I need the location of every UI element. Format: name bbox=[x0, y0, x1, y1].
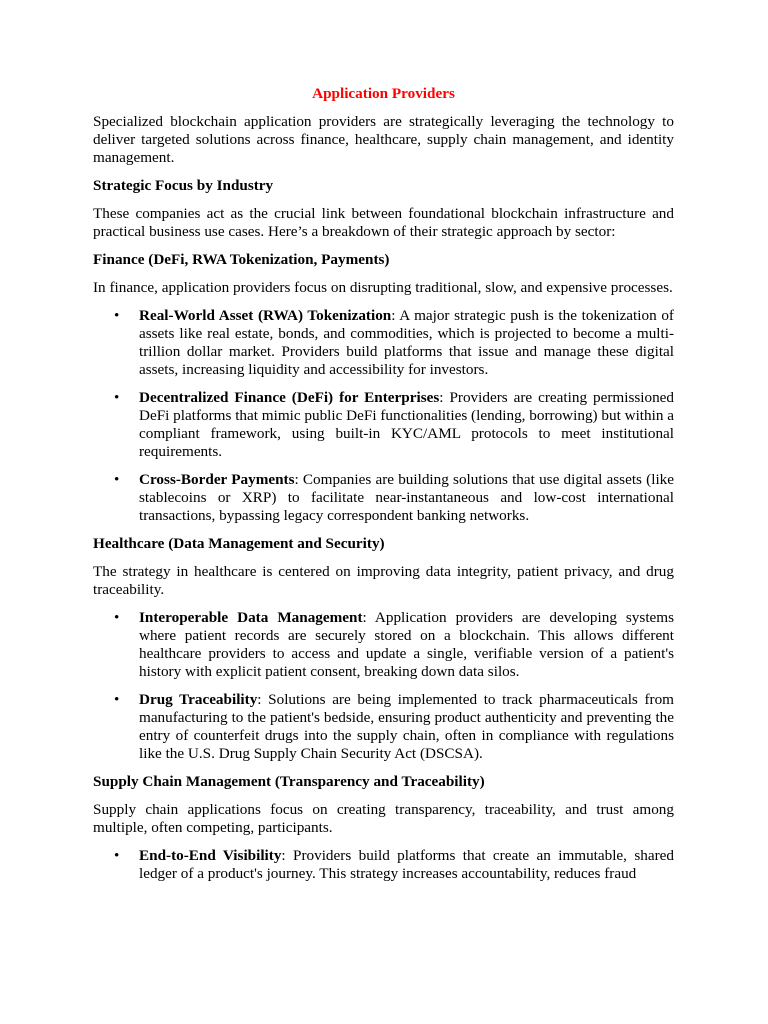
finance-list bbox=[93, 307, 674, 525]
list-item bbox=[93, 691, 674, 763]
list-item bbox=[93, 609, 674, 681]
supply-chain-heading: Supply Chain Management (Transparency and Traceability) bbox=[93, 773, 485, 790]
list-item-desc: : Companies are building solutions that use digital assets (like stablecoins or XRP) to facilitate near-instantaneous and low-cost international transactions, bypassing legacy correspondent banking networks. bbox=[139, 471, 674, 524]
supply-chain-list bbox=[93, 847, 674, 883]
list-item bbox=[93, 307, 674, 379]
list-item-desc: : Solutions are being implemented to track pharmaceuticals from manufacturing to the patient's bedside, ensuring product authenticity and preventing the entry of counterfeit drugs into the supply chain, often in compliance with regulations like the U.S. Drug Supply Chain Security Act (DSCSA). bbox=[139, 691, 674, 762]
list-item-desc: : A major strategic push is the tokenization of assets like real estate, bonds, and commodities, which is projected to become a multi-trillion dollar market. Providers build platforms that issue and manage these digital assets, increasing liquidity and accessibility for investors. bbox=[139, 307, 674, 378]
supply-chain-paragraph: Supply chain applications focus on creating transparency, traceability, and trust among multiple, often competing, participants. bbox=[93, 801, 674, 836]
list-item-desc: : Providers build platforms that create an immutable, shared ledger of a product's journey. This strategy increases accountability, reduces fraud bbox=[139, 847, 674, 882]
strategic-focus-paragraph: These companies act as the crucial link between foundational blockchain infrastructure and practical business use cases. Here’s a breakdown of their strategic approach by sector: bbox=[93, 205, 674, 240]
list-item bbox=[93, 389, 674, 461]
finance-heading: Finance (DeFi, RWA Tokenization, Payments) bbox=[93, 251, 390, 268]
healthcare-heading: Healthcare (Data Management and Security) bbox=[93, 535, 385, 552]
healthcare-paragraph: The strategy in healthcare is centered on improving data integrity, patient privacy, and drug traceability. bbox=[93, 563, 674, 598]
list-item-term: Cross-Border Payments bbox=[139, 471, 295, 488]
bullet-icon: • bbox=[114, 609, 120, 626]
list-item-term: Interoperable Data Management bbox=[139, 609, 363, 626]
bullet-icon: • bbox=[114, 389, 120, 406]
list-item bbox=[93, 847, 674, 883]
document-title: Application Providers bbox=[312, 85, 455, 102]
bullet-icon: • bbox=[114, 307, 120, 324]
finance-paragraph: In finance, application providers focus on disrupting traditional, slow, and expensive processes. bbox=[93, 279, 673, 296]
bullet-icon: • bbox=[114, 691, 120, 708]
healthcare-list bbox=[93, 609, 674, 763]
strategic-focus-heading: Strategic Focus by Industry bbox=[93, 177, 274, 194]
intro-paragraph: Specialized blockchain application providers are strategically leveraging the technology to deliver targeted solutions across finance, healthcare, supply chain management, and identity management. bbox=[93, 113, 674, 166]
document-page bbox=[93, 85, 674, 893]
bullet-icon: • bbox=[114, 847, 120, 864]
list-item-term: End-to-End Visibility bbox=[139, 847, 282, 864]
list-item-term: Decentralized Finance (DeFi) for Enterprises bbox=[139, 389, 440, 406]
list-item-term: Drug Traceability bbox=[139, 691, 258, 708]
list-item-term: Real-World Asset (RWA) Tokenization bbox=[139, 307, 392, 324]
list-item bbox=[93, 471, 674, 525]
list-item-desc: : Providers are creating permissioned DeFi platforms that mimic public DeFi functionalities (lending, borrowing) but within a compliant framework, using built-in KYC/AML protocols to meet institutional requirements. bbox=[139, 389, 675, 460]
bullet-icon: • bbox=[114, 471, 120, 488]
list-item-desc: : Application providers are developing systems where patient records are securely stored on a blockchain. This allows different healthcare providers to access and update a single, verifiable version of a patient's history with explicit patient consent, breaking down data silos. bbox=[139, 609, 674, 680]
